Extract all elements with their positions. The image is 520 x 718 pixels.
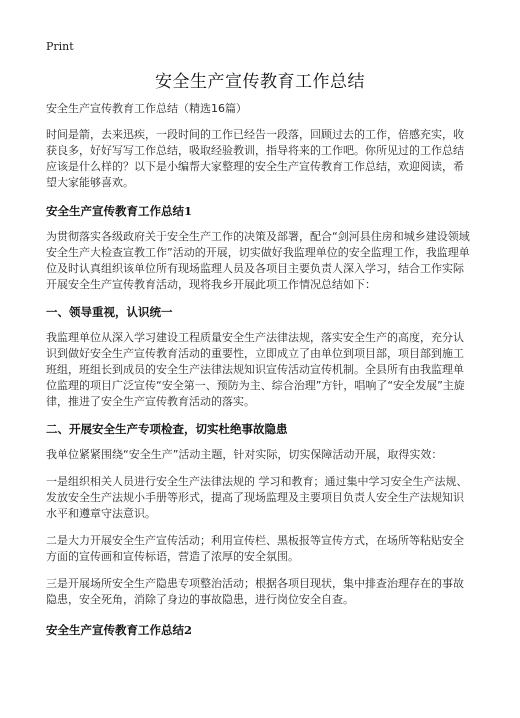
print-label: Print — [46, 40, 74, 53]
paragraph-point-three: 三是开展场所安全生产隐患专项整治活动；根据各项目现状，集中排查治理存在的事故隐患，安全死角，消除了身边的事故隐患，进行岗位安全自查。 — [46, 577, 464, 606]
paragraph-point-two: 二是大力开展安全生产宣传活动；利用宣传栏、黑板报等宣传方式，在场所等粘贴安全方面的宣传画和宣传标语，营造了浓厚的安全氛围。 — [46, 534, 464, 563]
heading-inspection: 二、开展安全生产专项检查，切实杜绝事故隐患 — [46, 422, 288, 436]
paragraph-leadership: 我监理单位从深入学习建设工程质量安全生产法律法规，落实安全生产的高度，充分认识到做好安全生产宣传教育活动的重要性，立即成立了由单位到项目部，项目部到施工班组，班组长到成员的安全生产法律法规知识宣传活动宣传机制。全县所有由我监理单位监理的项目广泛宣传“安全第一、预防为主、综合治理”方针，唱响了“安全发展”主旋律，推进了安全生产宣传教育活动的落实。 — [46, 331, 465, 408]
document-subtitle: 安全生产宣传教育工作总结（精选16篇） — [46, 102, 247, 115]
paragraph-point-one: 一是组织相关人员进行安全生产法律法规的 学习和教育；通过集中学习安全生产法规、发放安全生产法规小手册等形式，提高了现场监理及主要项目负责人安全生产法规知识水平和遵章守法意识。 — [46, 475, 468, 520]
heading-leadership: 一、领导重视，认识统一 — [46, 305, 173, 319]
intro-paragraph: 时间是箭，去来迅疾，一段时间的工作已经告一段落，回顾过去的工作，倍感充实，收获良多，好好写写工作总结，吸取经验教训，指导将来的工作吧。你所见过的工作总结应该是什么样的？以下是小编帮大家整理的安全生产宣传教育工作总结，欢迎阅读，希望大家能够喜欢。 — [46, 128, 464, 189]
document-title: 安全生产宣传教育工作总结 — [155, 72, 365, 92]
section-1-title: 安全生产宣传教育工作总结1 — [46, 204, 193, 218]
section-1-opening: 为贯彻落实各级政府关于安全生产工作的决策及部署，配合“剑河县住房和城乡建设领域安全生产大检查宣教工作”活动的开展，切实做好我监理单位的安全监理工作，我监理单位及时认真组织该单位所有现场监理人员及各项目主要负责人深入学习，结合工作实际开展安全生产宣传教育活动，现将我乡开展此项工作情况总结如下： — [46, 230, 470, 291]
section-2-title: 安全生产宣传教育工作总结2 — [46, 623, 193, 637]
paragraph-inspection-intro: 我单位紧紧围绕“安全生产”活动主题，针对实际，切实保障活动开展，取得实效： — [46, 448, 443, 461]
document-body — [46, 101, 474, 648]
